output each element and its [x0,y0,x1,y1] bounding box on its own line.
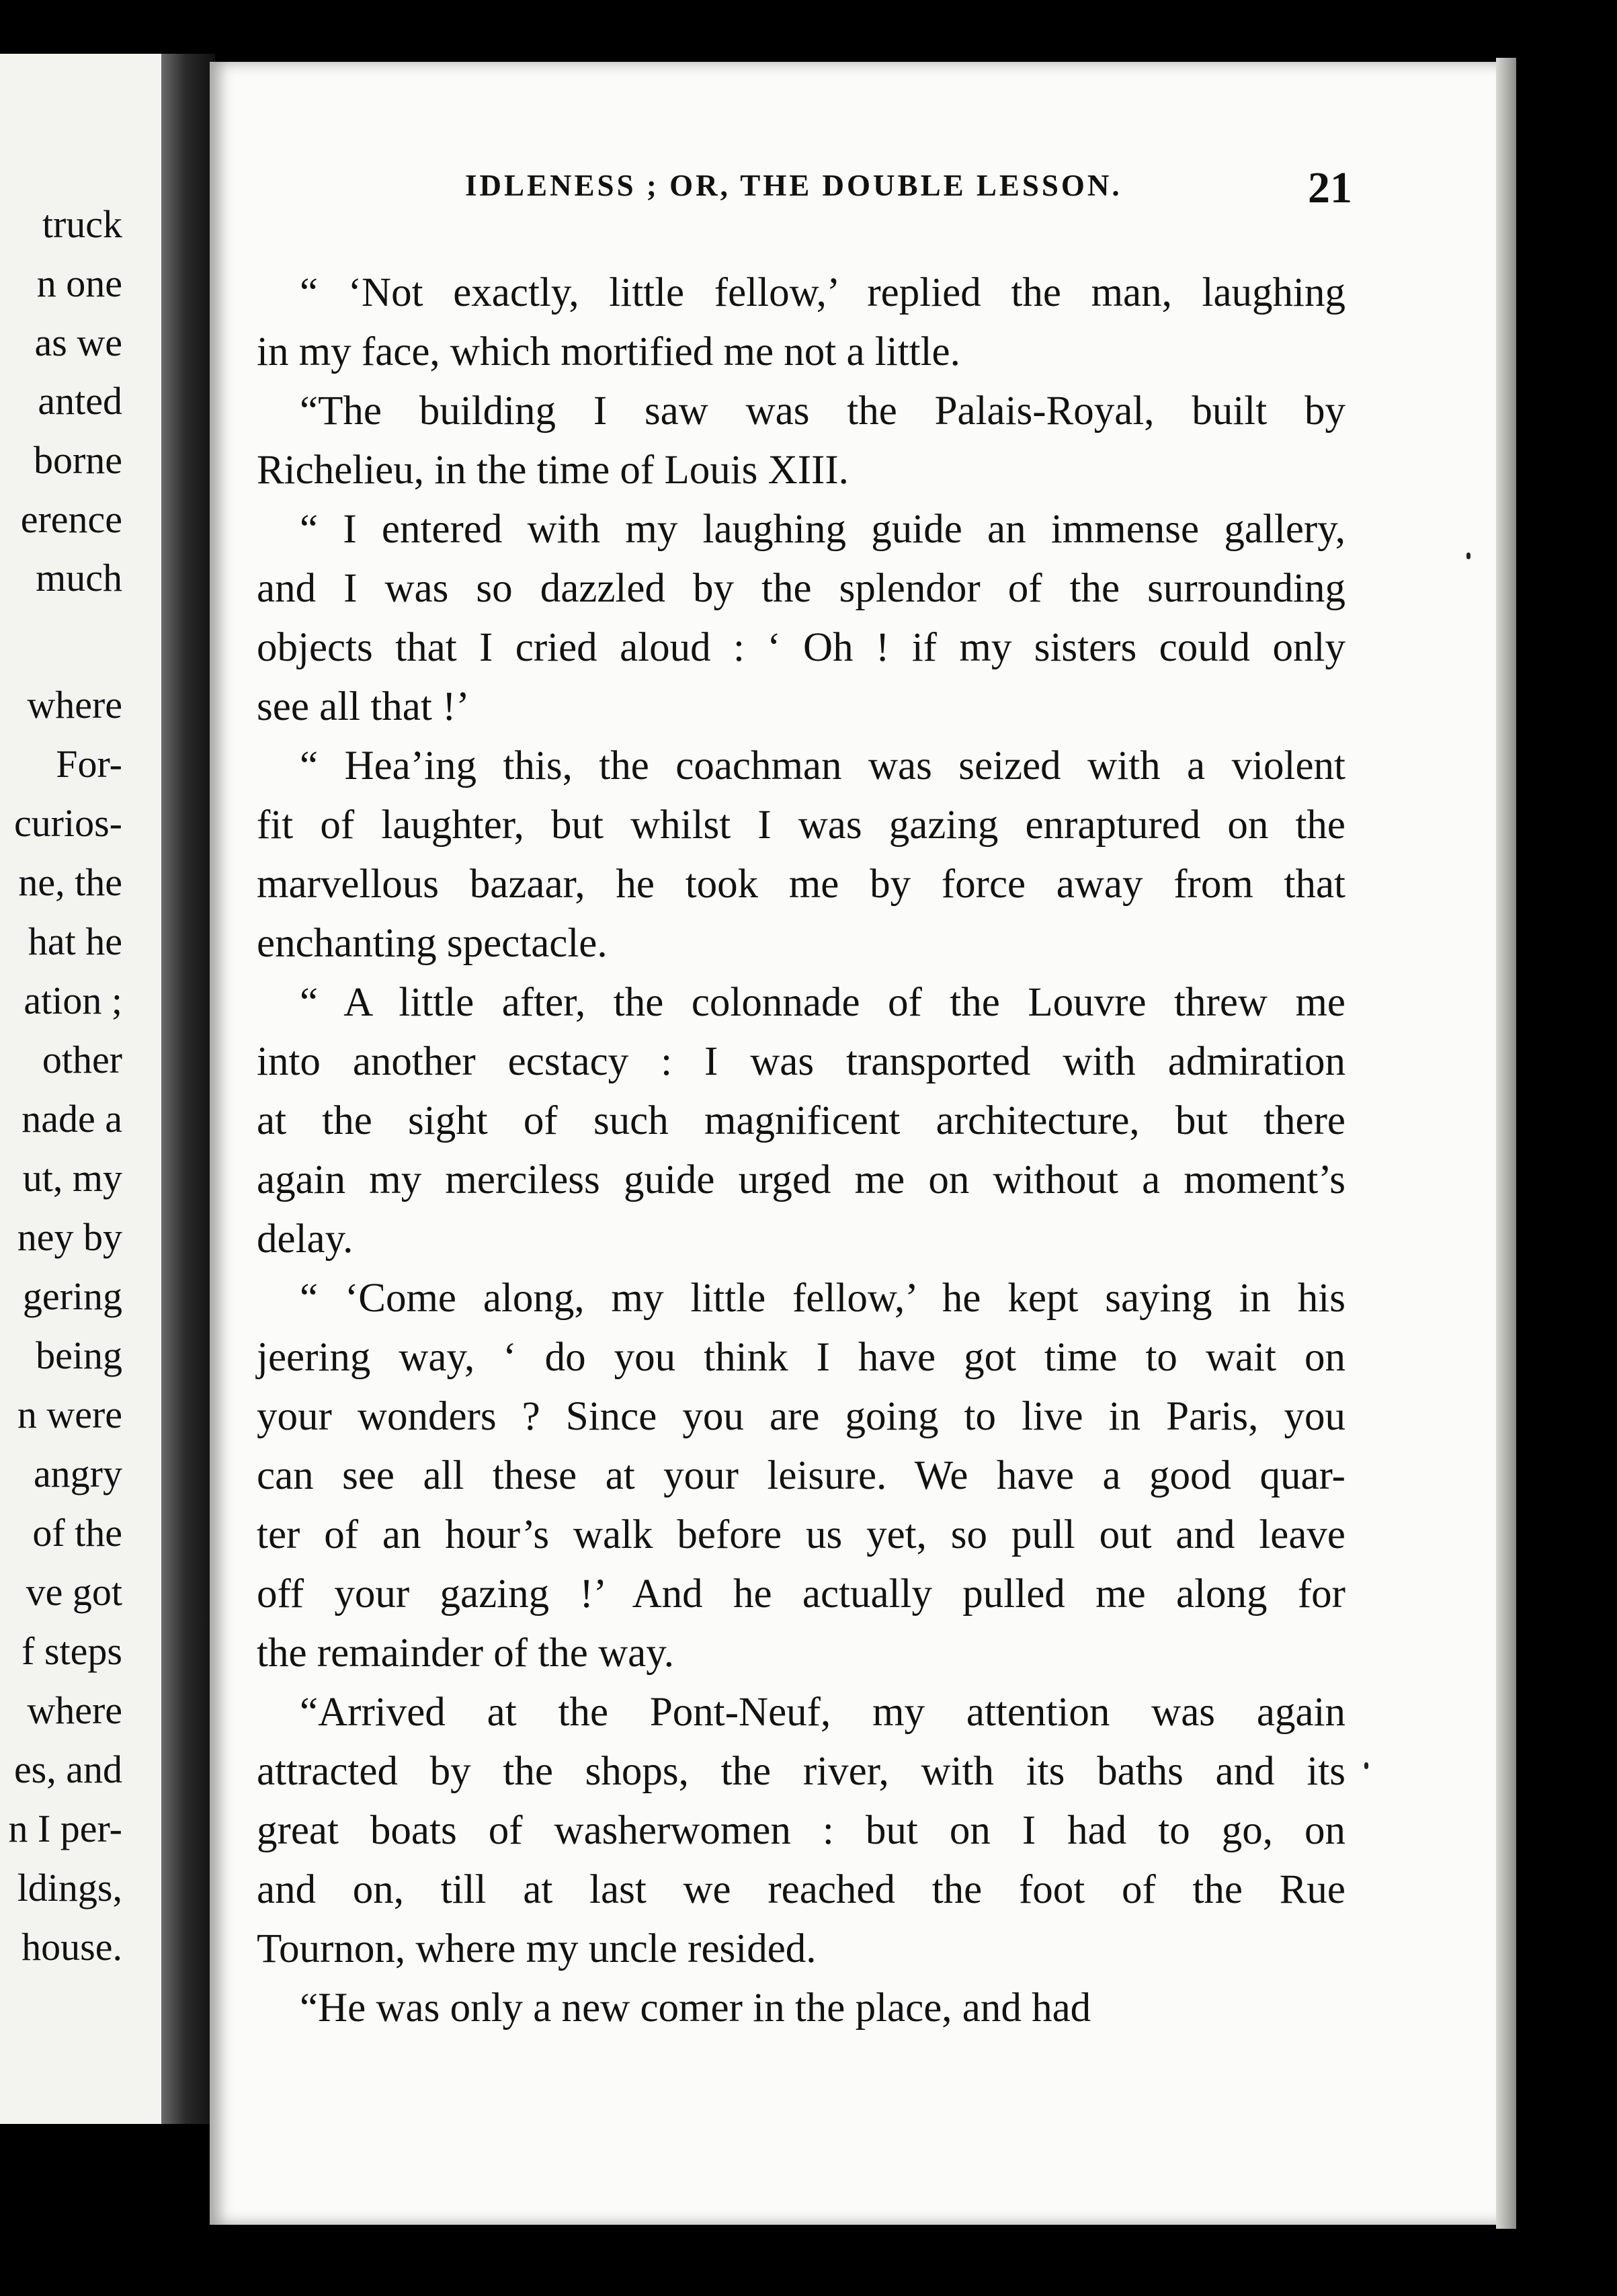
previous-page-line: ve got [26,1570,122,1614]
previous-page-line: other [42,1038,122,1081]
paragraph [257,973,1345,1269]
previous-page-line: curios- [13,801,122,845]
paragraph [257,263,1345,382]
text-line: ter of an hour’s walk before us yet, so pull out and leave [257,1512,1345,1557]
text-line: can see all these at your leisure. We have a good quar- [257,1453,1345,1498]
text-line: again my merciless guide urged me on without a moment’s [257,1157,1345,1202]
previous-page-line: as we [34,321,122,364]
text-line: delay. [257,1217,354,1262]
previous-page-line: truck [42,202,122,246]
text-line: in my face, which mortified me not a little. [257,329,960,374]
text-line: and on, till at last we reached the foot of the Rue [257,1867,1345,1912]
text-line: great boats of washerwomen : but on I had to go, on [257,1808,1345,1853]
text-line: Richelieu, in the time of Louis XIII. [257,448,849,493]
paragraph [257,500,1345,737]
text-line: Tournon, where my uncle resided. [257,1926,817,1971]
previous-page-line: of the [32,1511,122,1555]
text-line: “ I entered with my laughing guide an immense gallery, [300,507,1345,552]
previous-page-line: ney by [17,1215,122,1259]
previous-page-line: es, and [13,1748,122,1791]
previous-page-line: ut, my [22,1156,122,1200]
text-line: off your gazing !’ And he actually pulled me along for [257,1571,1345,1616]
previous-page-line: hat he [28,919,122,963]
text-line: “ A little after, the colonnade of the Louvre threw me [300,980,1345,1025]
paragraph [257,737,1345,973]
previous-page-line: nade a [22,1097,122,1141]
paragraph [257,1683,1345,1979]
paragraph [257,382,1345,500]
text-line: “Arrived at the Pont-Neuf, my attention was again [300,1690,1345,1735]
previous-page-line: house. [22,1925,122,1969]
text-line: “ ‘Come along, my little fellow,’ he kept saying in his [300,1276,1345,1321]
text-line: at the sight of such magnificent architecture, but there [257,1098,1345,1143]
text-line: jeering way, ‘ do you think I have got time to wait on [257,1335,1345,1380]
ink-speck [1364,1762,1368,1769]
previous-page-line: being [36,1334,122,1377]
text-line: attracted by the shops, the river, with its baths and its [257,1749,1345,1794]
previous-page-strip [0,54,161,2124]
paragraph [257,1269,1345,1683]
page-number: 21 [1308,163,1352,212]
page-body [257,263,1345,2038]
text-line: marvellous bazaar, he took me by force away from that [257,862,1345,907]
text-line: “ ‘Not exactly, little fellow,’ replied the man, laughing [300,270,1345,315]
previous-page-line: anted [38,379,122,423]
text-line: fit of laughter, but whilst I was gazing enraptured on the [257,803,1345,848]
text-line: your wonders ? Since you are going to live in Paris, you [257,1394,1345,1439]
text-line: objects that I cried aloud : ‘ Oh ! if my sisters could only [257,625,1345,670]
previous-page-line: borne [33,438,122,482]
previous-page-line: where [27,1688,122,1732]
previous-page-line: f steps [22,1629,122,1673]
previous-page-line: where [27,683,122,727]
text-line: see all that !’ [257,684,470,729]
previous-page-line: erence [20,497,122,541]
previous-page-line: much [36,556,122,600]
paragraph [257,1979,1345,2038]
previous-page-line: ldings, [17,1866,122,1910]
book-gutter [161,54,215,2124]
previous-page-line: For- [56,742,122,786]
previous-page-line: angry [33,1452,122,1495]
previous-page-line: gering [22,1274,122,1318]
previous-page-line: ne, the [18,860,122,904]
text-line: “The building I saw was the Palais-Royal, built by [300,388,1345,434]
previous-page-line: n I per- [8,1807,122,1850]
text-line: and I was so dazzled by the splendor of the surrounding [257,566,1345,611]
text-line: into another ecstacy : I was transported with admiration [257,1039,1345,1084]
book-page [210,62,1500,2225]
previous-page-line: n were [17,1393,122,1436]
previous-page-line: n one [36,261,122,305]
text-line: enchanting spectacle. [257,921,608,966]
text-line: “He was only a new comer in the place, and had [300,1985,1091,2031]
text-line: “ Hea’ing this, the coachman was seized with a violent [300,743,1345,788]
running-title: IDLENESS ; OR, THE DOUBLE LESSON. [465,169,1122,202]
previous-page-line: ation ; [24,979,122,1022]
text-line: the remainder of the way. [257,1631,675,1676]
ink-speck [1466,552,1470,559]
page-edge [1496,58,1516,2229]
